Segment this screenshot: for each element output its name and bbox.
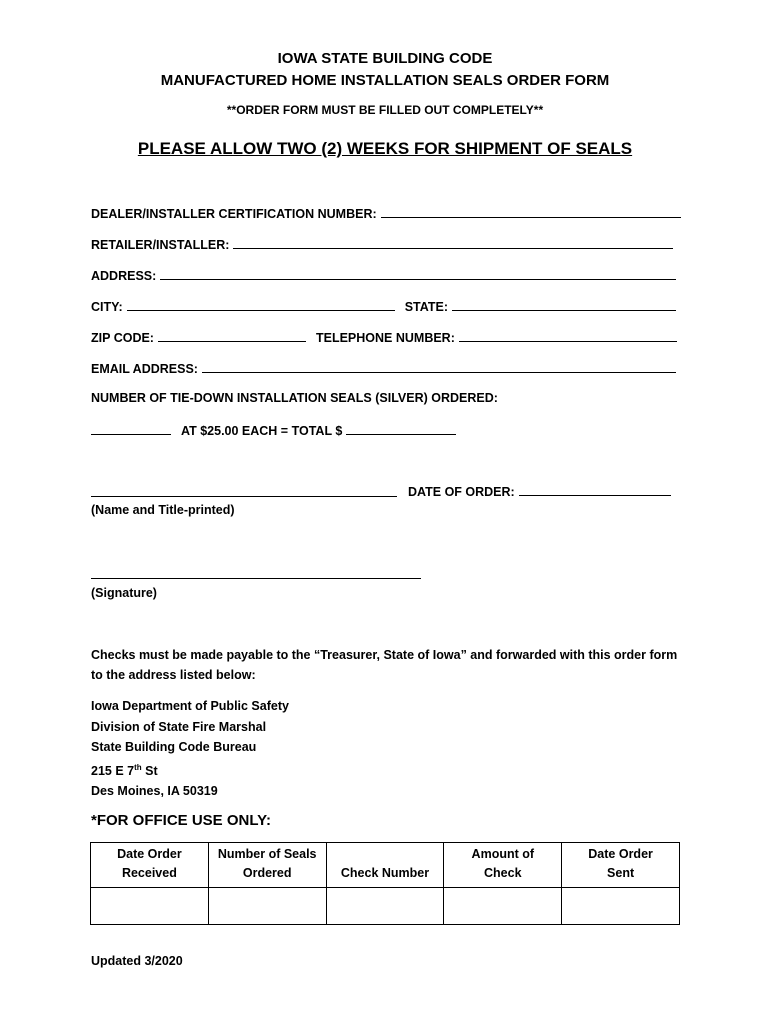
- city-state-row: [91, 298, 676, 314]
- office-use-title: *FOR OFFICE USE ONLY:: [91, 812, 272, 829]
- zip-phone-row: [91, 329, 677, 345]
- office-table-header: [91, 843, 680, 888]
- cert-number-row: [91, 205, 681, 221]
- seals-label: NUMBER OF TIE-DOWN INSTALLATION SEALS (SILVER) ORDERED:: [91, 391, 498, 405]
- address-city-line: Des Moines, IA 50319: [91, 784, 218, 799]
- address-label: ADDRESS:: [91, 269, 157, 283]
- price-text: AT $25.00 EACH = TOTAL $: [181, 424, 343, 438]
- email-label: EMAIL ADDRESS:: [91, 362, 198, 376]
- retailer-row: [91, 236, 673, 252]
- mailing-address: [91, 696, 289, 802]
- address-field[interactable]: [160, 267, 676, 280]
- address-line-1: Iowa Department of Public Safety: [91, 699, 289, 713]
- phone-label: TELEPHONE NUMBER:: [315, 331, 455, 345]
- shipment-notice: PLEASE ALLOW TWO (2) WEEKS FOR SHIPMENT OF SEALS: [137, 139, 633, 158]
- cell-check-number[interactable]: [326, 888, 444, 925]
- cell-seals-ordered[interactable]: [208, 888, 326, 925]
- date-of-order-field[interactable]: [519, 483, 671, 496]
- seals-quantity-row: [91, 422, 456, 438]
- zip-label: ZIP CODE:: [91, 331, 154, 345]
- street-suffix: th: [134, 762, 142, 772]
- cert-number-label: DEALER/INSTALLER CERTIFICATION NUMBER:: [91, 207, 377, 221]
- signature-line[interactable]: [91, 578, 421, 579]
- col-check-number: Check Number: [326, 843, 444, 888]
- email-field[interactable]: [202, 360, 676, 373]
- city-label: CITY:: [91, 300, 123, 314]
- cell-date-sent[interactable]: [562, 888, 680, 925]
- form-title-line2: MANUFACTURED HOME INSTALLATION SEALS ORDER FORM: [160, 72, 610, 89]
- zip-field[interactable]: [158, 329, 306, 342]
- col-amount-of-check: Amount of Check: [444, 843, 562, 888]
- date-of-order-label: DATE OF ORDER:: [408, 485, 515, 499]
- city-field[interactable]: [127, 298, 395, 311]
- name-title-caption: (Name and Title-printed): [91, 503, 235, 517]
- name-title-line[interactable]: [91, 496, 397, 497]
- address-row: [91, 267, 676, 283]
- address-line-3: State Building Code Bureau: [91, 740, 257, 754]
- office-table-row: [91, 888, 680, 925]
- street-name: St: [141, 763, 158, 778]
- street-number: 215 E 7: [91, 763, 135, 778]
- total-field[interactable]: [346, 422, 456, 435]
- form-title-line1: IOWA STATE BUILDING CODE: [277, 50, 493, 67]
- cert-number-field[interactable]: [381, 205, 681, 218]
- seals-quantity-field[interactable]: [91, 422, 171, 435]
- email-row: [91, 360, 676, 376]
- signature-caption: (Signature): [91, 586, 157, 600]
- retailer-label: RETAILER/INSTALLER:: [91, 238, 230, 252]
- date-of-order-row: [408, 483, 671, 499]
- state-label: STATE:: [404, 300, 448, 314]
- col-date-sent: Date Order Sent: [562, 843, 680, 888]
- retailer-field[interactable]: [233, 236, 673, 249]
- state-field[interactable]: [452, 298, 676, 311]
- cell-amount-of-check[interactable]: [444, 888, 562, 925]
- col-date-received: Date Order Received: [91, 843, 209, 888]
- updated-date: Updated 3/2020: [91, 954, 183, 968]
- col-seals-ordered: Number of Seals Ordered: [208, 843, 326, 888]
- address-line-2: Division of State Fire Marshal: [91, 719, 267, 734]
- fill-out-note: **ORDER FORM MUST BE FILLED OUT COMPLETELY**: [226, 103, 544, 117]
- office-use-table: [90, 842, 680, 925]
- cell-date-received[interactable]: [91, 888, 209, 925]
- phone-field[interactable]: [459, 329, 677, 342]
- payment-instructions: Checks must be made payable to the “Treasurer, State of Iowa” and forwarded with this order form to the address listed below:: [91, 648, 678, 682]
- address-street: [91, 758, 289, 782]
